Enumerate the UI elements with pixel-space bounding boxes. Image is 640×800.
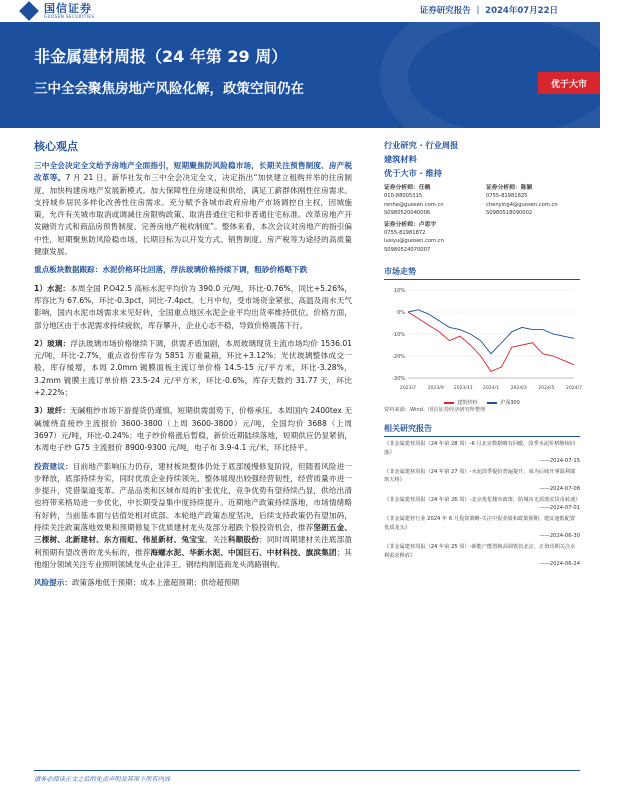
chart-legend — [384, 399, 580, 406]
related-date: ——2024-07-01 — [539, 505, 580, 512]
related-heading: 相关研究报告 — [384, 423, 580, 437]
investment-stocks-3: 海螺水泥、华新水泥、中国巨石、中材科技、旗滨集团 — [150, 547, 337, 557]
company-logo — [22, 2, 94, 20]
logo-en: GUOSEN SECURITIES — [44, 14, 95, 19]
series-line-1 — [408, 310, 574, 354]
investment-stocks-1: 坚朗五金、三棵树、北新建材、东方雨虹、伟星新材、兔宝宝 — [34, 523, 353, 545]
analyst-phone: 0755-81981825 — [486, 193, 528, 200]
report-subtitle: 三中全会聚焦房地产风险化解，政策空间仍在 — [34, 81, 304, 97]
logo-cn: 国信证券 — [44, 2, 92, 15]
related-date: ——2024-07-08 — [539, 485, 580, 492]
legend-item — [487, 399, 520, 406]
footer-disclaimer: 请务必阅读正文之后的免责声明及其项下所有内容 — [34, 776, 171, 783]
related-date: ——2024-06-24 — [539, 560, 580, 567]
category-industry: 行业研究 · 行业周报 — [384, 140, 459, 150]
related-report[interactable]: 《非金属建材行业 2024 年 6 月投资策略-关注中报业绩和政策预期，建议逢低配置优质龙头》 — [384, 516, 575, 531]
paragraph-cement — [34, 283, 352, 332]
paragraph-investment — [34, 461, 352, 572]
x-tick-label: 2024/5 — [538, 386, 555, 392]
paragraph-glass — [34, 338, 352, 399]
investment-body-2: ；同时周期建材关注底部盈利预期有望改善的龙头标的，推荐 — [34, 535, 353, 557]
analyst-email: renhe@guosen.com.cn — [384, 201, 444, 208]
analyst-name: 证券分析师：任鹤 — [384, 185, 431, 191]
y-tick-label: -20% — [392, 354, 405, 361]
analyst-cert: S0980524070007 — [384, 246, 431, 253]
investment-body-1: 目前地产影响压力仍存，建材板块整体仍处于底部缓慢修复阶段，但随着风险进一步释放，底部持续夯实，同时优质企业持续领先，整体展现出较强经营韧性，经营质量亦进一步提升，凭借渠道变革、产品品类和区域布局的扩张优化，竞争优势有望持续凸显，供给出清也将带来格局进一步优化，中长期受益集中度持续提升。近期地产政策持续落地，市场情绪略有好转，当前基本面与估值处相对底部。本轮地产政策态度坚决，后续支持政策仍有望加码，持续关注政策落地效果和预期修复下优质建材龙头及部分超跌个股投资机会，推荐 — [34, 461, 353, 533]
x-tick-label: 2024/1 — [482, 386, 500, 392]
investment-end: ；其他细分领域关注专业照明领域龙头企业洋王、钢结构制造商龙头鸿路钢构。 — [34, 547, 353, 569]
analyst-card — [486, 184, 580, 218]
paragraph-data-tracking: 重点板块数据跟踪：水泥价格环比回落，浮法玻璃价格持续下调，粗砂价格略下跌 — [34, 265, 308, 275]
related-report[interactable]: 《非金属建材周报（24 年第 27 周）-水泥淡季提价普遍提升，成为后续开拿温利端筑天将》 — [384, 469, 576, 484]
cement-label: 1）水泥： — [34, 283, 71, 293]
analyst-email: lusiyu@guosen.com.cn — [384, 238, 444, 245]
footer-divider — [34, 770, 580, 771]
related-report[interactable]: 《非金属建材周报（24 年第 28 周）-6 月北京数据略有回暖，淡季水泥价格继续回落》 — [384, 441, 575, 456]
rating-badge: 优于大市 — [538, 72, 600, 94]
chart-svg — [384, 284, 583, 394]
analyst-cert: S0980518090002 — [486, 210, 533, 217]
main-content — [34, 138, 352, 596]
investment-mid: ，关注 — [204, 535, 229, 545]
analyst-cert: S0980520040006 — [384, 210, 431, 217]
risk-label: 风险提示： — [34, 578, 72, 588]
investment-label: 投资建议： — [34, 461, 73, 471]
paragraph-risk — [34, 577, 352, 589]
fiberglass-label: 3）玻纤： — [34, 406, 71, 416]
x-tick-label: 2023/9 — [427, 386, 444, 392]
related-report[interactable]: 《非金属建材周报（24 年第 25 周）-新能产能置换高调铁仿北京，正值汛期关注水利需求释放》 — [384, 544, 576, 559]
report-type-date: 证券研究报告 ｜ 2024年07月22日 — [419, 6, 558, 16]
fiberglass-body: 无碱粗纱市场下游提货仍谨慎，短期供需弱势下，价格承压。本周国内 2400tex 无碱缠绕直接纱主流报价 3600-3800（上周 3600-3800）元/吨，全国均价 3688（上周 3697）元/吨，环比-0.24%；电子纱价格涨后暂稳，新价近期陆续落地，短期供应仍显紧俏，本周电子纱 G75 主流报价 8900-9300 元/吨，电子布 3.9-4.1 元/米，环比持平。 — [34, 406, 352, 453]
analyst-card — [384, 184, 478, 218]
title-banner — [0, 22, 600, 128]
category-sector: 建筑材料 — [384, 154, 417, 164]
analyst-name: 证券分析师：陈颖 — [486, 185, 533, 191]
policy-highlight: 三中全会决定全文给予房地产全面指引，短期聚焦防风险稳市场，长期关注预售制度、房产税改革等。 — [34, 161, 352, 183]
report-title: 非金属建材周报（24 年第 29 周） — [34, 47, 288, 66]
related-report[interactable]: 《非金属建材周报（24 年第 26 周）-北京优化楼市政策，防城市无需落实货币转速》 — [384, 496, 581, 503]
analyst-phone: 0755-81981872 — [384, 230, 426, 237]
policy-body: 7 月 21 日，新华社发布三中全会决定全文，决定指出“加快建立租购并举的住房制度，加快构建房地产发展新模式。加大保障性住房建设和供给，满足工薪群体刚性住房需求。支持城乡居民多样化改善性住房需求。充分赋予各城市政府房地产市场调控自主权，因城施策，允许有关城市取消或调减住房限购政策、取消普通住宅和非普通住宅标准。改革房地产开发融资方式和商品房预售制度。完善房地产税收制度”。整体来看，本次会议对房地产的指引偏中性，短期聚焦防风险稳市场，长期目标为以开发方式、销售制度、房产税等为途径的高质量健康发展。 — [34, 173, 352, 257]
analyst-card — [384, 221, 484, 255]
legend-label: 沪深300 — [500, 400, 520, 407]
investment-stock-2: 科顺股份 — [228, 535, 260, 545]
paragraph-policy — [34, 160, 352, 258]
y-tick-label: -30% — [392, 376, 405, 383]
analyst-phone: 010-88005315 — [384, 193, 423, 200]
related-date: ——2024-06-30 — [539, 533, 580, 540]
legend-item — [444, 399, 477, 406]
x-tick-label: 2024/3 — [510, 386, 527, 392]
series-line-0 — [408, 312, 574, 371]
x-tick-label: 2023/11 — [453, 386, 473, 392]
y-tick-label: -10% — [392, 332, 405, 339]
cement-body: 本周全国 P.O42.5 高标水泥平均价为 390.0 元/吨，环比-0.76%，同比+5.26%，库容比为 67.6%，环比-0.3pct，同比-7.4pct。七月中旬，受市场资金紧张、高温及雨水天气影响，国内水泥市场需求未见好转，全国重点地区水泥企业平均出货率维持低位。价格方面，部分地区由于水泥需求持续疲软，库存攀升，企业心态不稳，导致价格震荡下行。 — [34, 283, 352, 330]
related-list — [384, 440, 580, 568]
risk-body: 政策落地低于预期；成本上涨超预期；供给超预期 — [71, 578, 240, 588]
glass-body: 浮法玻璃市场价格继续下调，供需矛盾加剧，本周玻璃现货主流市场均价 1536.01 元/吨，环比-2.7%，重点省份库存为 5851 万重量箱，环比+3.12%；光伏玻璃整体成交一般，库存缓增，本周 2.0mm 镀膜面板主流订单价格 14.5-15 元/平方米，环比-3.28%，3.2mm 镀膜主流订单价格 23.5-24 元/平方米，环比-0.6%，库存天数约 31.77 天，环比+2.22%； — [34, 338, 352, 398]
related-date: ——2024-07-15 — [539, 458, 580, 465]
analyst-email: chenying4@guosen.com.cn — [486, 201, 558, 208]
y-tick-label: 0% — [397, 310, 405, 317]
paragraph-fiberglass — [34, 405, 352, 454]
category-rating: 优于大市 · 维持 — [384, 168, 442, 178]
chart-source: 资料来源：Wind、国信证券经济研究所整理 — [384, 407, 486, 414]
analyst-list — [384, 184, 580, 218]
y-tick-label: 10% — [393, 288, 405, 295]
legend-swatch — [487, 402, 497, 404]
sidebar — [384, 138, 583, 568]
logo-mark-icon — [19, 1, 39, 21]
market-trend-chart — [384, 284, 583, 407]
analyst-name: 证券分析师：卢思宇 — [384, 221, 437, 228]
section-heading-core-views: 核心观点 — [34, 140, 78, 153]
chart-heading: 市场走势 — [384, 266, 580, 280]
legend-label: 建筑材料 — [457, 400, 478, 407]
glass-label: 2）玻璃： — [34, 338, 71, 348]
x-tick-label: 2024/7 — [565, 386, 583, 392]
x-tick-label: 2023/7 — [399, 386, 417, 392]
legend-swatch — [444, 402, 454, 404]
